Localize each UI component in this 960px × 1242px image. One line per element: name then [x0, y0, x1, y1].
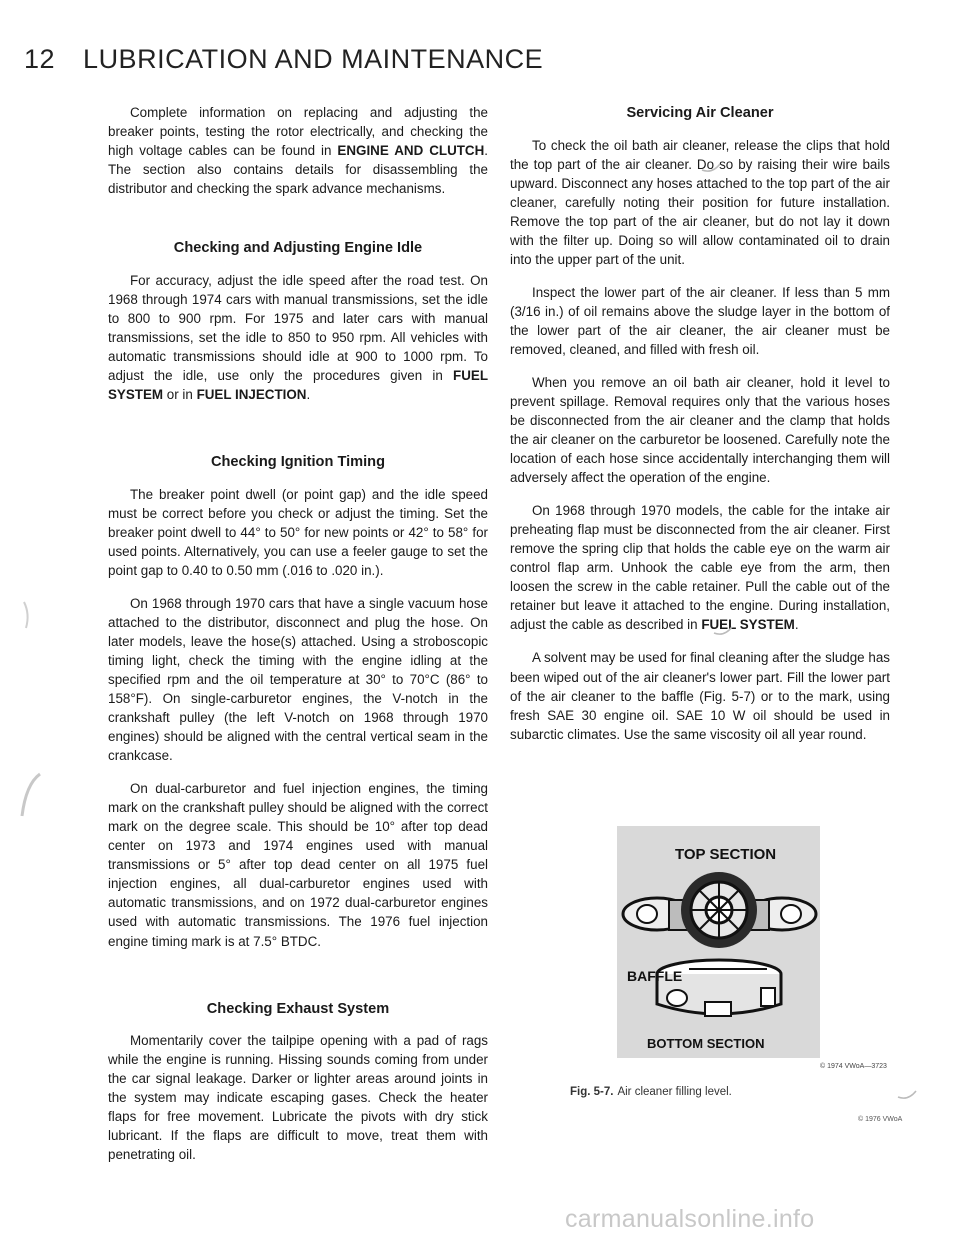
air-paragraph-4: On 1968 through 1970 models, the cable for the intake air preheating flap must be disconnected from the air cleaner. First remove the spring clip that holds the cable eye on the warm air control flap arm. Unhook the cable eye from the arm, then loosen the screw in the cable retainer. Pull the cable out of the retainer but leave it attached to the engine. During installation, adjust the cable as described in FUEL SYSTEM. [510, 503, 890, 633]
exhaust-paragraph: Momentarily cover the tailpipe opening with a pad of rags while the engine is running. Hissing sounds coming from under the car signal leakage. Darker or lighter areas around joints in the system may indicate escaping gases. Check the heater flaps for free movement. Lubricate the pivots with dry stick lubricant. If the flaps are difficult to move, treat them with penetrating oil. [108, 1033, 488, 1163]
air-paragraph-5: A solvent may be used for final cleaning after the sludge has been wiped out of the air cleaner's lower part. Fill the lower part of the air cleaner to the baffle (Fig. 5-7) or to the mark, using fresh SAE 30 engine oil. SAE 10 W oil should be used in subarctic climates. Use the same viscosity oil all year round. [510, 650, 890, 742]
air-paragraph-1: To check the oil bath air cleaner, release the clips that hold the top part of the air cleaner. Do so by raising their wire bails upward. Disconnect any hoses attached to the top part of the air cleaner, carefully noting their position for future installation. Remove the top part of the air cleaner, but do not lay it down with the filter up. Doing so will allow contaminated oil to drain into the upper part of the unit. [510, 137, 890, 267]
timing-paragraph-3: On dual-carburetor and fuel injection engines, the timing mark on the crankshaft pulley should be aligned with the correct mark on the degree scale. This should be 10° after top dead center on 1973 and 1974 engines used with manual transmissions or 5° after top dead center on all 1975 fuel injection engines, all dual-carburetor engines used with automatic transmissions, and on 1972 dual-carburetor engines used with automatic transmissions. The 1976 fuel injection engine timing mark is at 7.5° BTDC. [108, 781, 488, 949]
page-title: LUBRICATION AND MAINTENANCE [83, 44, 544, 74]
scan-smudge-mark-2 [18, 770, 44, 820]
idle-heading: Checking and Adjusting Engine Idle [173, 240, 423, 257]
air-paragraph-2: Inspect the lower part of the air cleaner. If less than 5 mm (3/16 in.) of oil remains above the sludge layer in the bottom of the lower part of the air cleaner, the air cleaner must be removed, cleaned, and filled with fresh oil. [510, 284, 890, 358]
intro-paragraph: Complete information on replacing and adjusting the breaker points, testing the rotor electrically, and checking the high voltage cables can be found in ENGINE AND CLUTCH. The section also contains details for disassembling the distributor and checking the spark advance mechanisms. [108, 105, 488, 197]
figure-label-bottom-section: BOTTOM SECTION [647, 1036, 765, 1051]
page-credit: © 1976 VWoA [858, 1116, 903, 1123]
air-cleaner-heading: Servicing Air Cleaner [626, 105, 774, 121]
idle-paragraph: For accuracy, adjust the idle speed after the road test. On 1968 through 1974 cars with manual transmissions, set the idle to 800 to 900 rpm. For 1975 and later cars with manual transmissions, set the idle to 850 to 950 rpm. All vehicles with automatic transmissions should idle at 900 to 1000 rpm. To adjust the idle, use only the procedures given in FUEL SYSTEM or in FUEL INJECTION. [108, 272, 488, 403]
page-header [24, 44, 543, 75]
watermark: carmanualsonline.info [565, 1205, 815, 1233]
air-paragraph-3: When you remove an oil bath air cleaner, hold it level to prevent spillage. Removal requires only that the various hoses be disconnected from the air cleaner and the clamp that holds the air cleaner on the carburetor be loosened. Carefully note the location of each hose since accidentally interchanging them will adversely affect the operation of the engine. [510, 375, 890, 486]
figure-label-top-section: TOP SECTION [675, 846, 777, 863]
scan-tick-mark-3 [896, 1087, 918, 1103]
page-number: 12 [24, 44, 56, 74]
right-column [510, 103, 890, 744]
figure-credit: © 1974 VWoA—3723 [820, 1063, 887, 1070]
scan-tick-mark-2 [712, 623, 734, 639]
exhaust-heading: Checking Exhaust System [206, 1000, 390, 1017]
figure-caption: Fig. 5-7. Air cleaner filling level. [570, 1086, 732, 1098]
scan-tick-mark [700, 160, 722, 176]
figure-label-baffle: BAFFLE [627, 968, 683, 984]
air-cleaner-figure [617, 826, 820, 1058]
timing-heading: Checking Ignition Timing [210, 454, 386, 471]
timing-paragraph-2: On 1968 through 1970 cars that have a single vacuum hose attached to the distributor, disconnect and plug the hose. On later models, leave the hose(s) attached. Using a stroboscopic timing light, check the timing with the engine idling at the specified rpm and the oil temperature at 30° to 70°C (86° to 158°F). On single-carburetor engines, the V-notch in the crankshaft pulley (the left V-notch on 1968 through 1970 engines) should be aligned with the central vertical seam in the crankcase. [108, 595, 488, 764]
left-column [108, 103, 488, 1164]
scan-smudge-mark [20, 600, 38, 630]
timing-paragraph-1: The breaker point dwell (or point gap) and the idle speed must be correct before you check or adjust the timing. Set the breaker point dwell to 44° to 50° for new points or 42° to 58° for used points. Alternatively, you can use a feeler gauge to set the point gap to 0.40 to 0.50 mm (.016 to .020 in.). [108, 486, 488, 578]
